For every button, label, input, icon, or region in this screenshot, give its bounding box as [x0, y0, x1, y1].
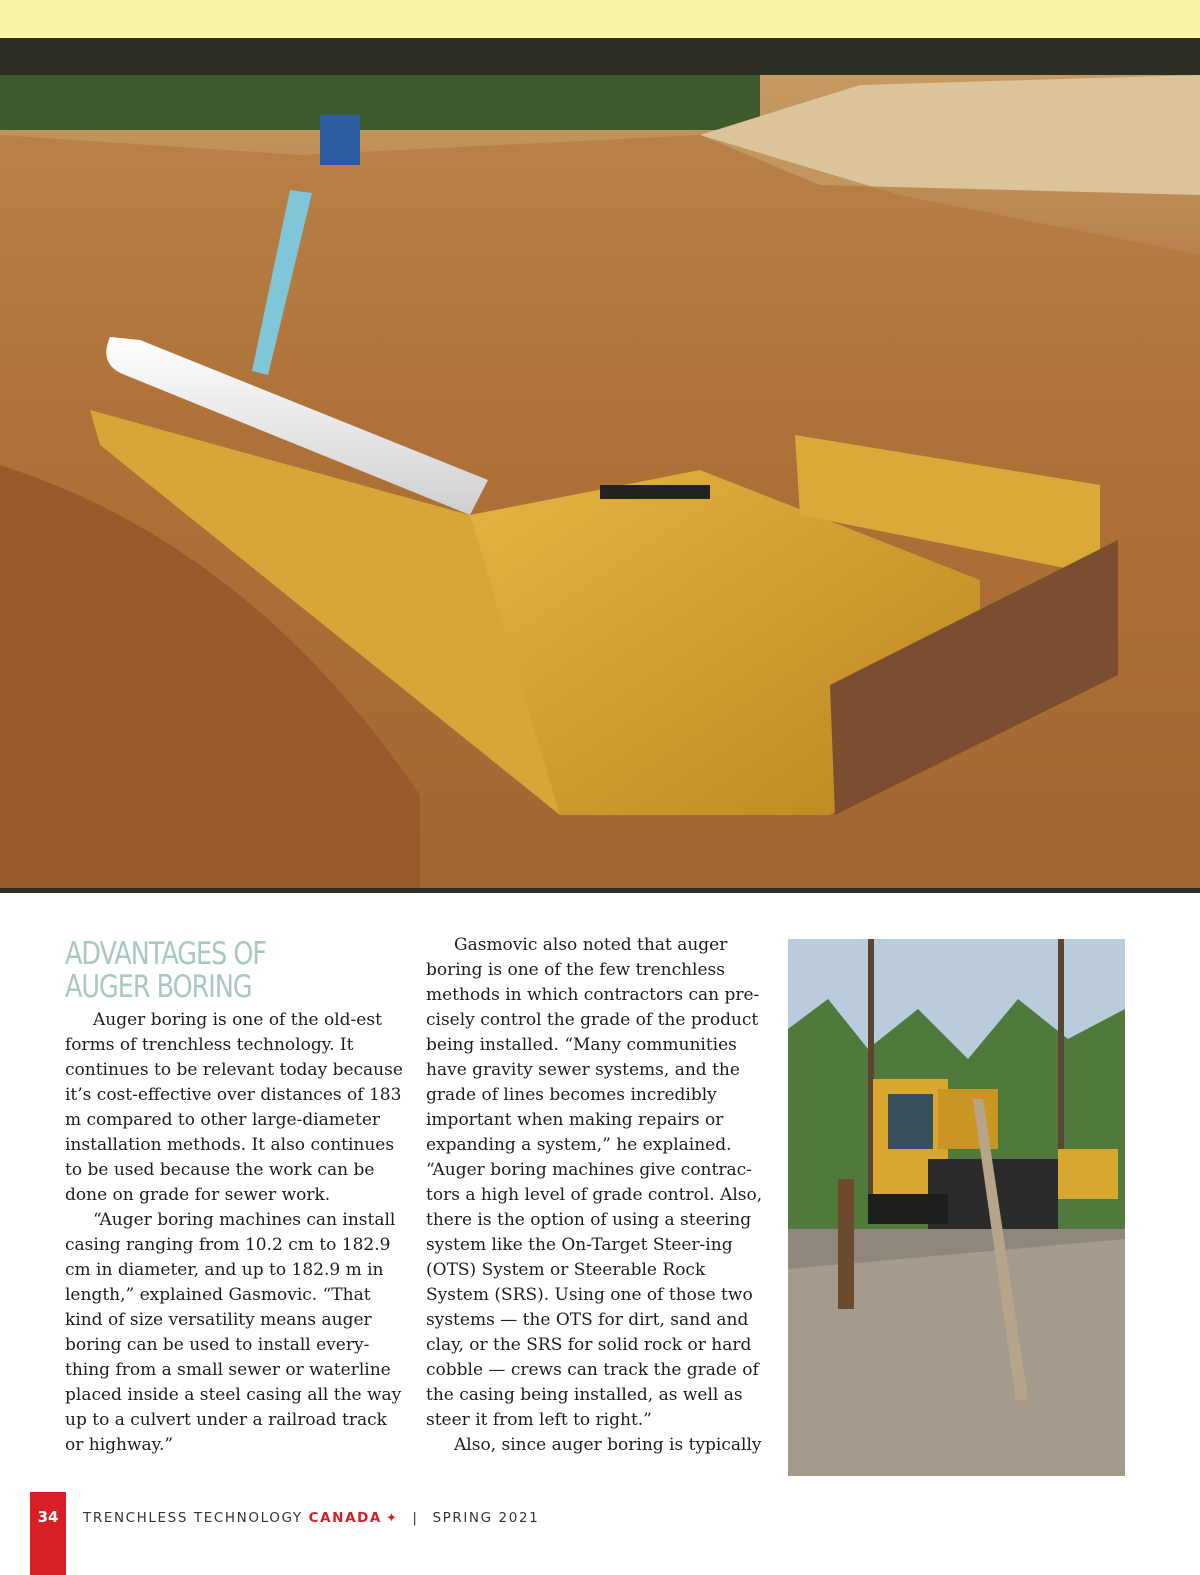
paragraph: “Auger boring machines can install casing ranging from 10.2 cm to 182.9 cm in diameter, and up to 182.9 m in length,” explained Gasmovic. “That kind of size versatility means auger boring can be used to install every-thing from a small sewer or waterline placed inside a steel casing all the way up to a culvert under a railroad track or highway.” [65, 1210, 402, 1455]
paragraph: Gasmovic also noted that auger boring is one of the few trenchless methods in which contractors can pre-cisely control the grade of the product being installed. “Many communities have gravity sewer systems, and the grade of lines becomes incredibly important when making repairs or expanding a system,” he explained. “Auger boring machines give contrac-tors a high level of grade control. Also, there is the option of using a steering system like the On-Target Steer-ing (OTS) System or Steerable Rock System (SRS). Using one of those two systems — the OTS for dirt, sand and clay, or the SRS for solid rock or hard cobble — crews can track the grade of the casing being installed, as well as steer it from left to right.” [426, 935, 763, 1430]
heading-line-1: ADVANTAGES OF [65, 936, 267, 972]
maple-leaf-icon: ✦ [385, 1511, 399, 1526]
main-photo [0, 75, 1200, 888]
paragraph: Auger boring is one of the old-est forms of trenchless technology. It continues to be relevant today because it’s cost-effective over distances of 183 m compared to other large-diameter installation methods. It also continues to be used because the work can be done on grade for sewer work. [65, 1010, 403, 1205]
page-number: 34 [37, 1508, 59, 1526]
footer-separator: | [412, 1510, 419, 1526]
main-photo-frame [0, 38, 1200, 893]
paragraph: Also, since auger boring is typically [454, 1435, 762, 1455]
magazine-name: TRENCHLESS TECHNOLOGY [83, 1510, 303, 1526]
footer-running-title [83, 1510, 539, 1526]
section-heading [65, 938, 336, 1004]
magazine-country: CANADA [308, 1510, 382, 1526]
article-column-2 [426, 933, 766, 1458]
side-photo [788, 939, 1125, 1476]
page-number-tab [30, 1492, 66, 1575]
top-color-band [0, 0, 1200, 38]
heading-line-2: AUGER BORING [65, 969, 252, 1005]
issue-date: SPRING 2021 [432, 1510, 540, 1526]
article-column-1 [65, 1008, 405, 1458]
